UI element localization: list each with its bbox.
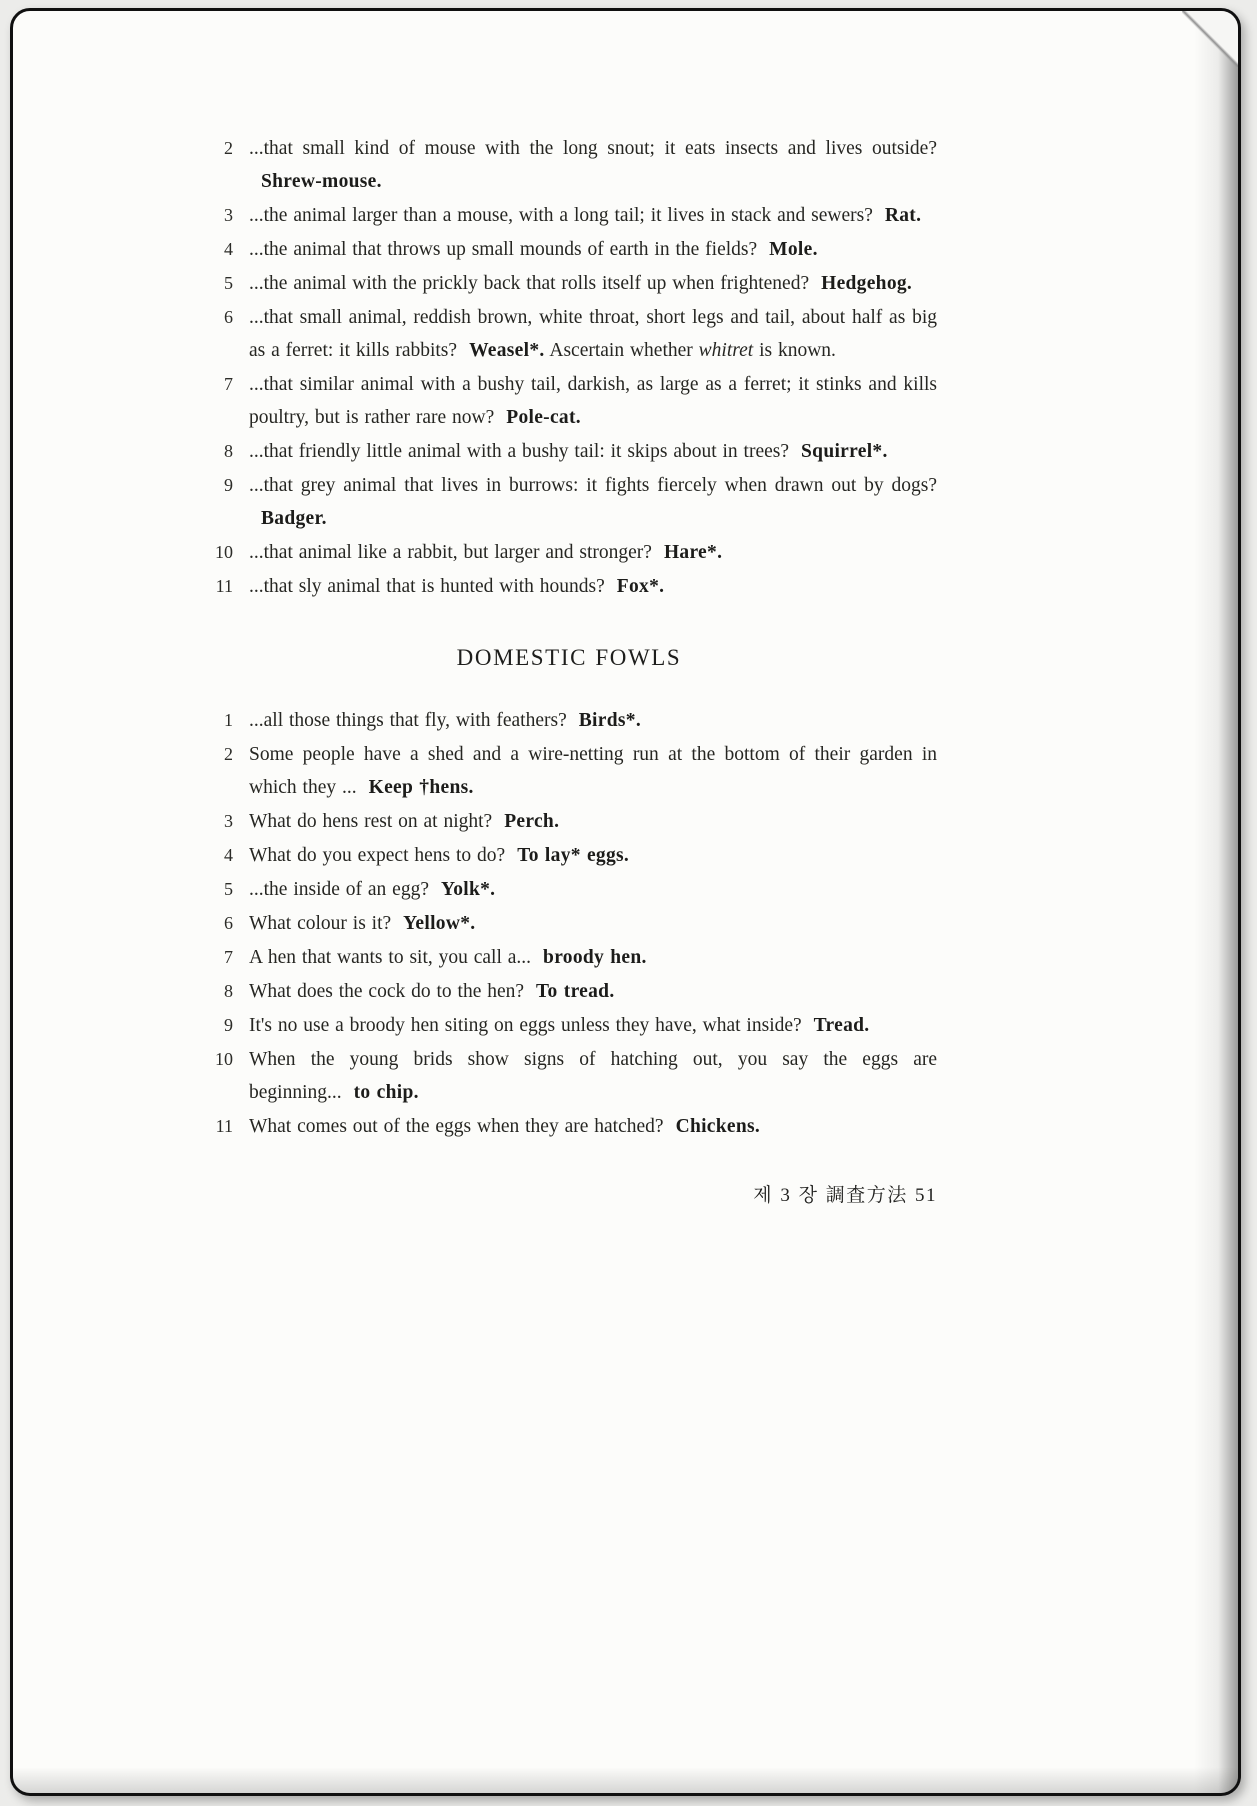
question-text: ...the animal larger than a mouse, with a long tail; it lives in stack and sewers? (249, 205, 873, 226)
item-number: 10 (215, 542, 233, 562)
question-item (201, 704, 937, 737)
item-number: 6 (224, 307, 233, 327)
item-number: 2 (224, 138, 233, 158)
answer-text: Shrew-mouse. (261, 171, 382, 192)
question-text: ...that friendly little animal with a bushy tail: it skips about in trees? (249, 441, 790, 462)
answer-text: Yolk*. (441, 879, 496, 900)
question-item (201, 941, 937, 974)
question-text: What do hens rest on at night? (249, 811, 493, 832)
item-number: 4 (224, 239, 233, 259)
question-text: ...that animal like a rabbit, but larger and stronger? (249, 542, 652, 563)
page-corner-fold (1182, 11, 1238, 67)
question-text: Ascertain whether (544, 340, 699, 361)
question-text: When the young brids show signs of hatching out, you say the eggs are beginning... (249, 1049, 937, 1103)
answer-text: Hare*. (663, 542, 723, 563)
item-number: 9 (224, 475, 233, 495)
question-text: ...that small kind of mouse with the long snout; it eats insects and lives outside? (249, 138, 937, 159)
question-text: ...that similar animal with a bushy tail, darkish, as large as a ferret; it stinks and kills poultry, but is rather rare now? (249, 374, 937, 428)
question-item (201, 839, 937, 872)
question-item (201, 435, 937, 468)
question-text: Some people have a shed and a wire-netting run at the bottom of their garden in which they ... (249, 744, 937, 798)
question-section (201, 132, 937, 603)
question-text: What do you expect hens to do? (249, 845, 506, 866)
section-heading: DOMESTIC FOWLS (456, 645, 682, 670)
question-text: A hen that wants to sit, you call a... (249, 947, 532, 968)
scanned-book-page (10, 8, 1241, 1796)
answer-text: Mole. (769, 239, 818, 260)
answer-text: Weasel*. (469, 340, 545, 361)
question-item (201, 368, 937, 434)
page-content (201, 131, 937, 1212)
answer-text: Fox*. (616, 576, 665, 597)
answer-text: broody hen. (543, 947, 647, 968)
item-number: 3 (224, 811, 233, 831)
item-number: 7 (224, 947, 233, 967)
question-text: ...the animal with the prickly back that rolls itself up when frightened? (249, 273, 810, 294)
question-item (201, 469, 937, 535)
question-text: What comes out of the eggs when they are hatched? (249, 1116, 664, 1137)
item-number: 1 (224, 710, 233, 730)
question-item (201, 805, 937, 838)
question-item (201, 1043, 937, 1109)
question-item (201, 738, 937, 804)
answer-text: Badger. (261, 508, 327, 529)
question-text: is known. (753, 340, 836, 361)
question-item (201, 907, 937, 940)
item-number: 3 (224, 205, 233, 225)
answer-text: Birds*. (578, 710, 641, 731)
answer-text: Squirrel*. (801, 441, 888, 462)
item-number: 5 (224, 879, 233, 899)
page-bottom-shadow (13, 1767, 1238, 1793)
answer-text: To lay* eggs. (517, 845, 630, 866)
question-item (201, 301, 937, 367)
question-text: What colour is it? (249, 913, 392, 934)
answer-text: Yellow*. (403, 913, 476, 934)
item-number: 2 (224, 744, 233, 764)
question-text: ...the inside of an egg? (249, 879, 429, 900)
question-text: ...that grey animal that lives in burrows: it fights fiercely when drawn out by dogs? (249, 475, 937, 496)
item-number: 9 (224, 1015, 233, 1035)
question-text: ...all those things that fly, with feathers? (249, 710, 567, 731)
item-number: 10 (215, 1049, 233, 1069)
question-item (201, 267, 937, 300)
answer-text: Tread. (813, 1015, 870, 1036)
question-section (201, 641, 937, 1143)
question-text: It's no use a broody hen siting on eggs unless they have, what inside? (249, 1015, 802, 1036)
question-sections (201, 132, 937, 1143)
item-number: 11 (215, 1116, 233, 1136)
question-item (201, 199, 937, 232)
question-text: whitret (698, 340, 754, 361)
question-text: What does the cock do to the hen? (249, 981, 525, 1002)
answer-text: Hedgehog. (821, 273, 913, 294)
question-item (201, 570, 937, 603)
page-footer: 제 3 장 調査方法 51 (753, 1185, 937, 1206)
page-curl-edge (1194, 11, 1238, 1793)
answer-text: Keep †hens. (368, 777, 474, 798)
item-number: 4 (224, 845, 233, 865)
question-item (201, 1009, 937, 1042)
question-item (201, 873, 937, 906)
question-item (201, 536, 937, 569)
item-number: 6 (224, 913, 233, 933)
question-text: ...that sly animal that is hunted with hounds? (249, 576, 605, 597)
item-number: 5 (224, 273, 233, 293)
item-number: 11 (215, 576, 233, 596)
question-text: ...that small animal, reddish brown, white throat, short legs and tail, about half as big as a ferret: it kills rabbits? (249, 307, 937, 361)
question-text: ...the animal that throws up small mounds of earth in the fields? (249, 239, 758, 260)
question-item (201, 1110, 937, 1143)
answer-text: Perch. (504, 811, 560, 832)
item-number: 8 (224, 981, 233, 1001)
question-item (201, 233, 937, 266)
answer-text: Pole-cat. (506, 407, 581, 428)
question-item (201, 132, 937, 198)
answer-text: Rat. (884, 205, 922, 226)
item-number: 8 (224, 441, 233, 461)
item-number: 7 (224, 374, 233, 394)
answer-text: to chip. (353, 1082, 419, 1103)
question-item (201, 975, 937, 1008)
answer-text: Chickens. (675, 1116, 761, 1137)
answer-text: To tread. (536, 981, 615, 1002)
